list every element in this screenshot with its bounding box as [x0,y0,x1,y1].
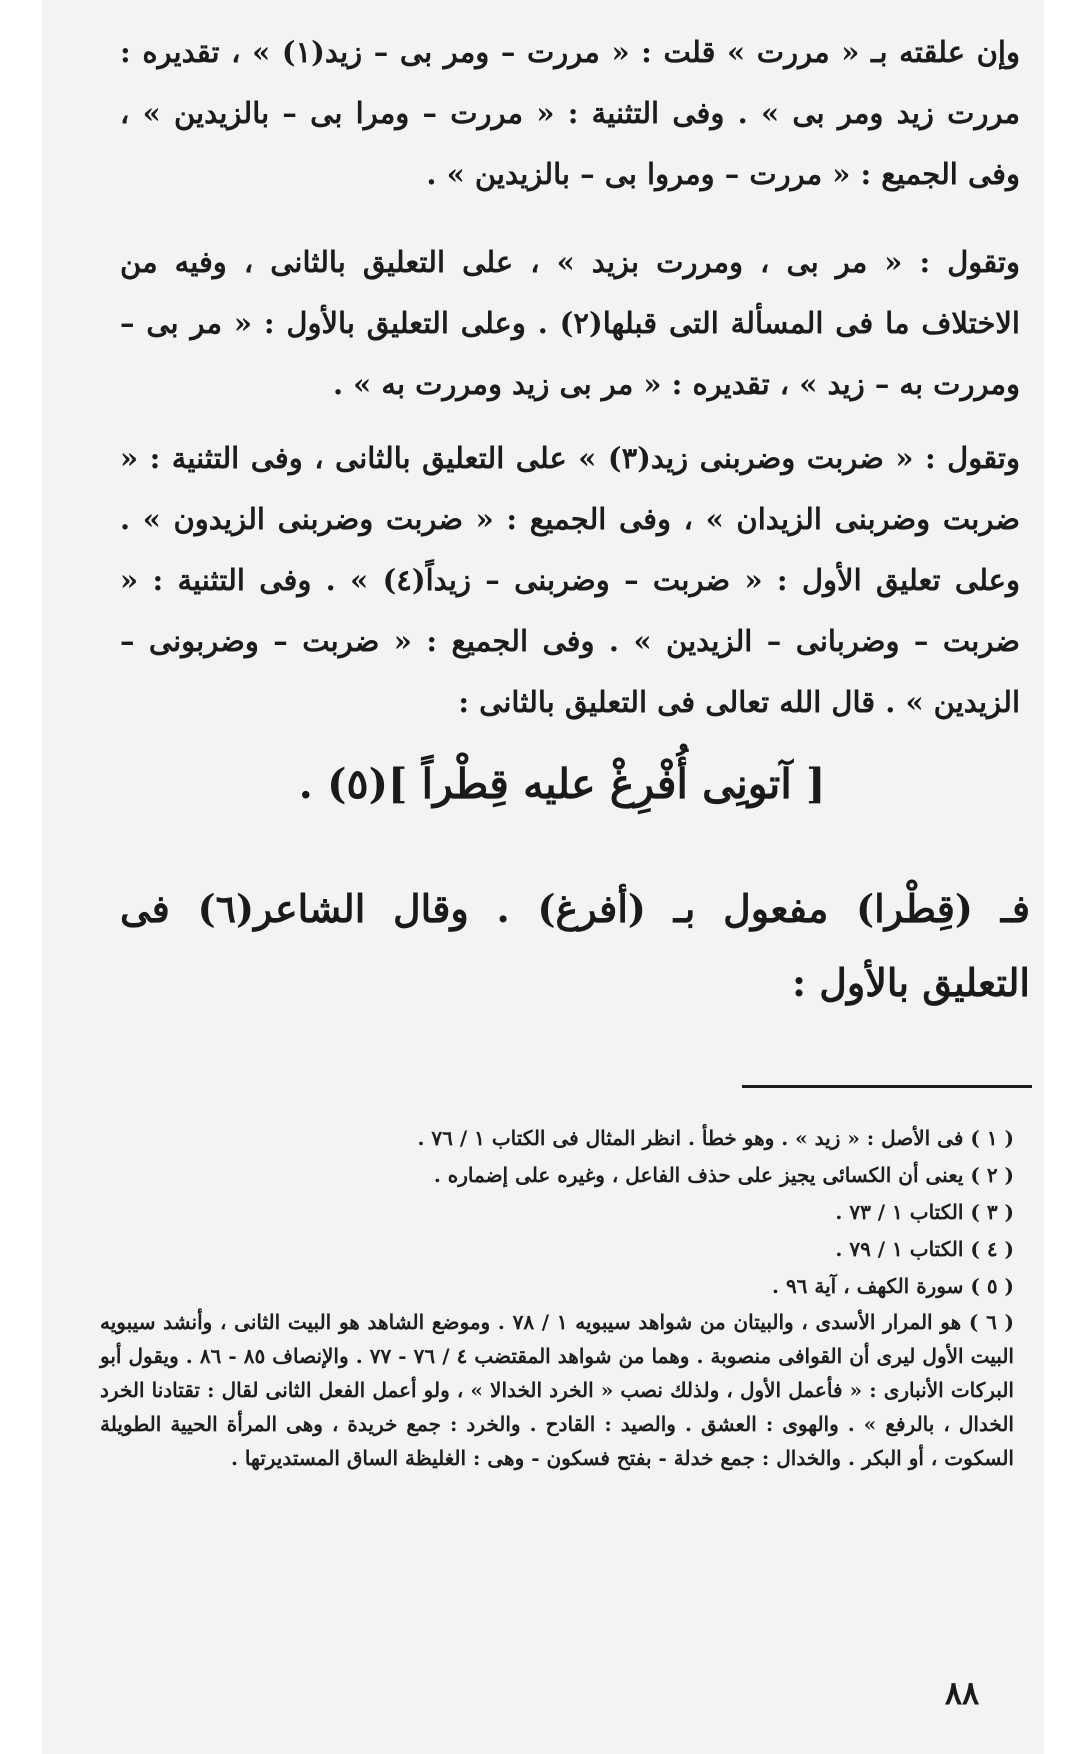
footnote-4: ( ٤ ) الكتاب ١ / ٧٩ . [835,1237,1014,1261]
paragraph-text: وإن علقته بـ « مررت » قلت : « مررت – ومر بى – زيد(١) » ، تقديره : مررت زيد ومر بى » . وفى التثنية : « مررت – ومرا بى – بالزيدين » ، وفى الجميع : « مررت – ومروا بى – بالزيدين » . [120,35,1020,191]
footnote-5: ( ٥ ) سورة الكهف ، آية ٩٦ . [772,1274,1014,1298]
book-page [42,0,1044,1754]
footnote-3: ( ٣ ) الكتاب ١ / ٧٣ . [835,1200,1014,1224]
paragraph-text: وتقول : « ضربت وضربنى زيد(٣) » على التعليق بالثانى ، وفى التثنية : « ضربت وضربنى الزيدان » ، وفى الجميع : « ضربت وضربنى الزيدون » . وعلى تعليق الأول : « ضربت – وضربنى – زيداً(٤) » . وفى التثنية : « ضربت – وضربانى – الزيدين » . وفى الجميع : « ضربت – وضربونى – الزيدين » . قال الله تعالى فى التعليق بالثانى : [120,441,1020,719]
closing-paragraph: فـ (قِطْرا) مفعول بـ (أفرغ) . وقال الشاعر(٦) فى التعليق بالأول : [120,886,1030,1005]
body-paragraph-2 [120,232,1020,415]
quranic-verse: [ آتونِى أُفْرِغْ عليه قِطْراً ](٥) . [298,760,826,808]
footnote-6: ( ٦ ) هو المرار الأسدى ، والبيتان من شواهد سيبويه ١ / ٧٨ . وموضع الشاهد هو البيت الثانى ، وأنشد سيبويه البيت الأول ليرى أن القوافى منصوبة . وهما من شواهد المقتضب ٤ / ٧٦ - ٧٧ . والإنصاف ٨٥ - ٨٦ . ويقول أبو البركات الأنبارى : « فأعمل الأول ، ولذلك نصب « الخرد الخدالا » ، ولو أعمل الفعل الثانى لقال : تقتادنا الخرد الخدال ، بالرفع » . والهوى : العشق . والصيد : القادح . والخرد : جمع خريدة ، وهى المرأة الحيية الطويلة السكوت ، أو البكر . والخدال : جمع خدلة - بفتح فسكون - وهى : الغليظة الساق المستديرتها . [100,1310,1014,1470]
body-paragraph-1 [120,22,1020,205]
paragraph-text: وتقول : « مر بى ، ومررت بزيد » ، على التعليق بالثانى ، وفيه من الاختلاف ما فى المسألة التى قبلها(٢) . وعلى التعليق بالأول : « مر بى – ومررت به – زيد » ، تقديره : « مر بى زيد ومررت به » . [120,245,1020,401]
footnote-1: ( ١ ) فى الأصل : « زيد » . وهو خطأ . انظر المثال فى الكتاب ١ / ٧٦ . [417,1126,1014,1150]
footnotes [100,1120,1014,1475]
footnote-2: ( ٢ ) يعنى أن الكسائى يجيز على حذف الفاعل ، وغيره على إضماره . [433,1163,1014,1187]
footnote-divider [742,1085,1032,1088]
page-number: ٨٨ [944,1674,980,1712]
body-paragraph-3 [120,428,1020,733]
